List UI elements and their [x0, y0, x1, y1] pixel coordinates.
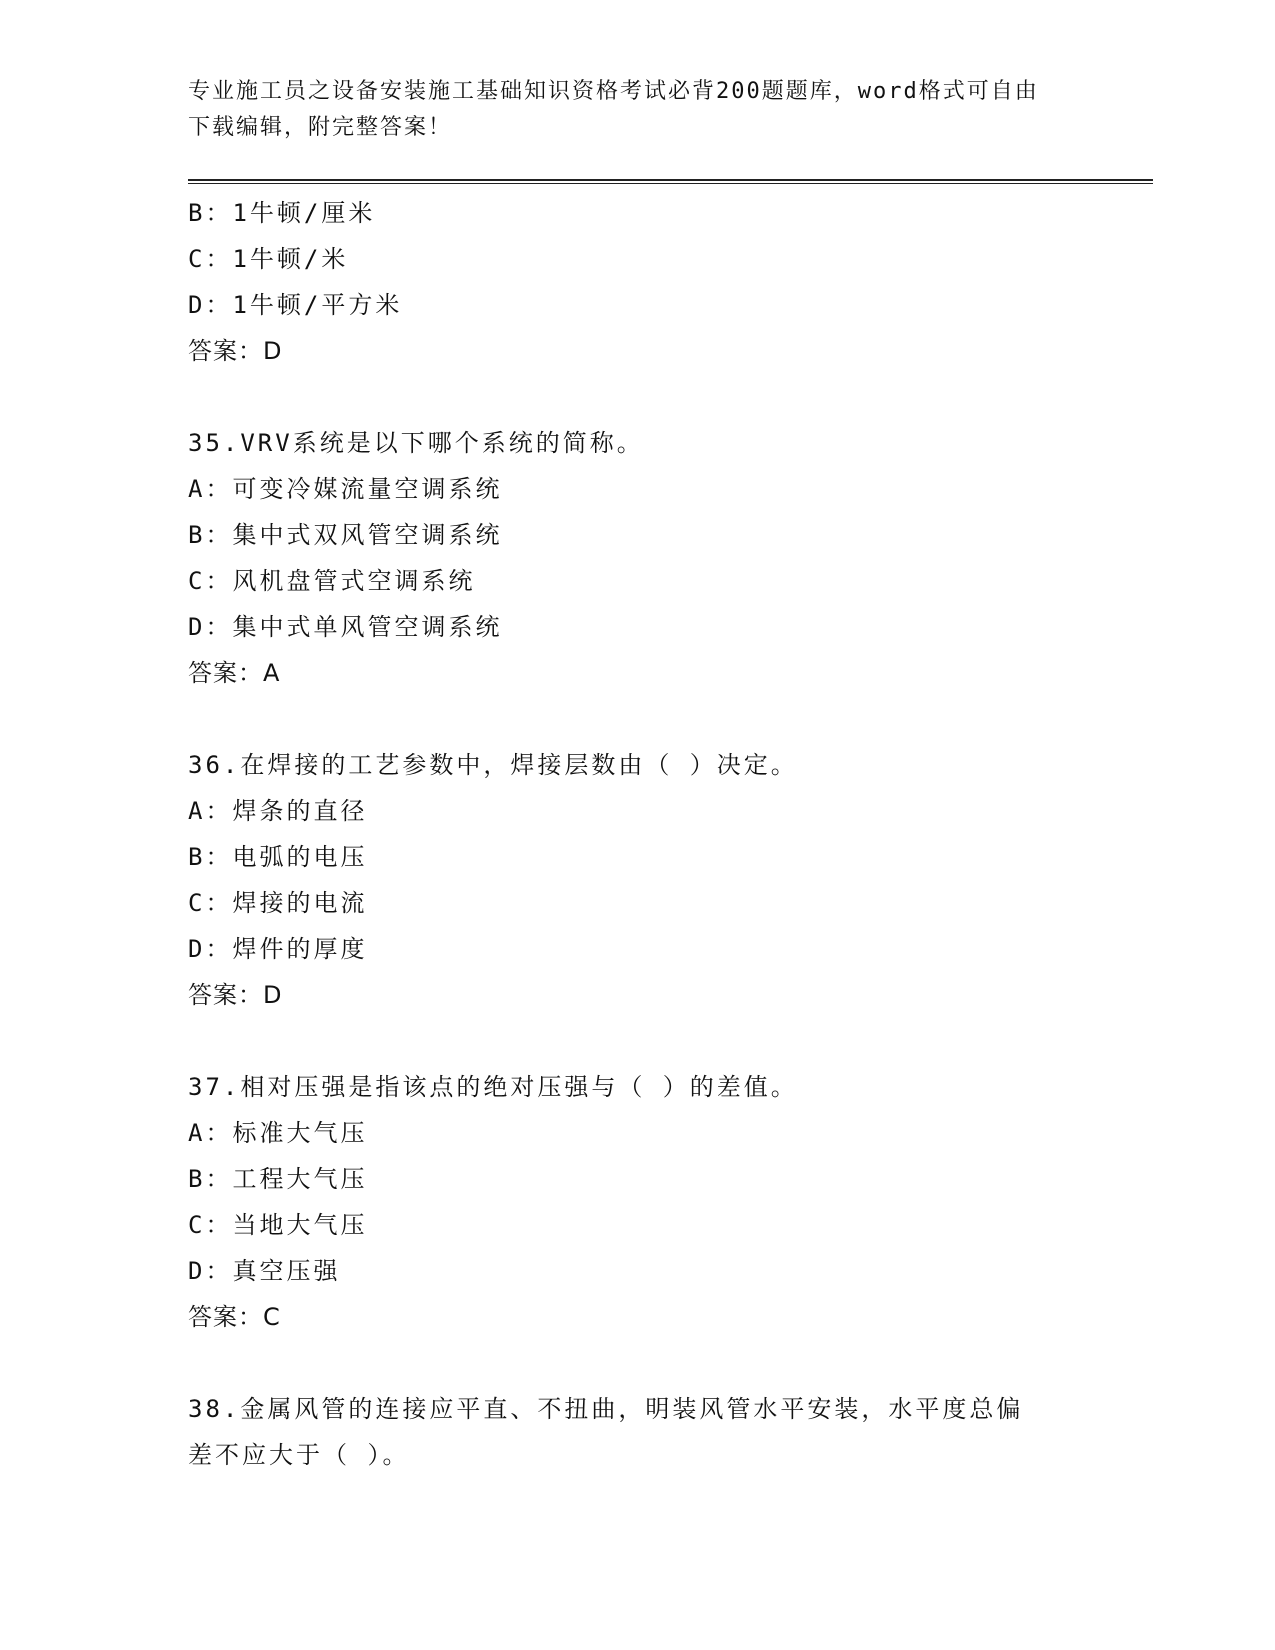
- answer-line: 答案：A: [188, 659, 281, 687]
- option-b: B：电弧的电压: [188, 843, 368, 871]
- option-c: C：当地大气压: [188, 1211, 368, 1239]
- option-b: B：集中式双风管空调系统: [188, 521, 503, 549]
- option-c: C：风机盘管式空调系统: [188, 567, 476, 595]
- option-d: D：真空压强: [188, 1257, 341, 1285]
- answer-line: 答案：D: [188, 337, 283, 365]
- option-a: A：焊条的直径: [188, 797, 368, 825]
- question-stem-line-1: 38.金属风管的连接应平直、不扭曲，明装风管水平安装，水平度总偏: [188, 1395, 1024, 1423]
- answer-line: 答案：C: [188, 1303, 281, 1331]
- document-header: [188, 74, 1088, 146]
- option-a: A：标准大气压: [188, 1119, 368, 1147]
- option-a: A：可变冷媒流量空调系统: [188, 475, 503, 503]
- question-34-continued: [188, 190, 1088, 374]
- header-title-line-2: 下载编辑，附完整答案！: [188, 115, 453, 140]
- option-d: D：集中式单风管空调系统: [188, 613, 503, 641]
- question-37: [188, 1064, 1088, 1340]
- spacer: [188, 1340, 1088, 1386]
- question-stem-line-2: 差不应大于（ ）。: [188, 1441, 410, 1469]
- option-c: C：1牛顿/米: [188, 245, 349, 273]
- answer-line: 答案：D: [188, 981, 283, 1009]
- question-35: [188, 420, 1088, 696]
- document-body: [188, 190, 1088, 1478]
- question-stem: 36.在焊接的工艺参数中，焊接层数由（ ）决定。: [188, 751, 798, 779]
- spacer: [188, 696, 1088, 742]
- question-38: [188, 1386, 1088, 1478]
- option-d: D：焊件的厚度: [188, 935, 368, 963]
- spacer: [188, 1018, 1088, 1064]
- header-title-line-1: 专业施工员之设备安装施工基础知识资格考试必背200题题库，word格式可自由: [188, 79, 1039, 104]
- option-c: C：焊接的电流: [188, 889, 368, 917]
- question-36: [188, 742, 1088, 1018]
- header-divider: [188, 179, 1153, 184]
- question-stem: 37.相对压强是指该点的绝对压强与（ ）的差值。: [188, 1073, 798, 1101]
- option-b: B：工程大气压: [188, 1165, 368, 1193]
- question-stem: 35.VRV系统是以下哪个系统的简称。: [188, 429, 644, 457]
- option-d: D：1牛顿/平方米: [188, 291, 403, 319]
- spacer: [188, 374, 1088, 420]
- option-b: B：1牛顿/厘米: [188, 199, 376, 227]
